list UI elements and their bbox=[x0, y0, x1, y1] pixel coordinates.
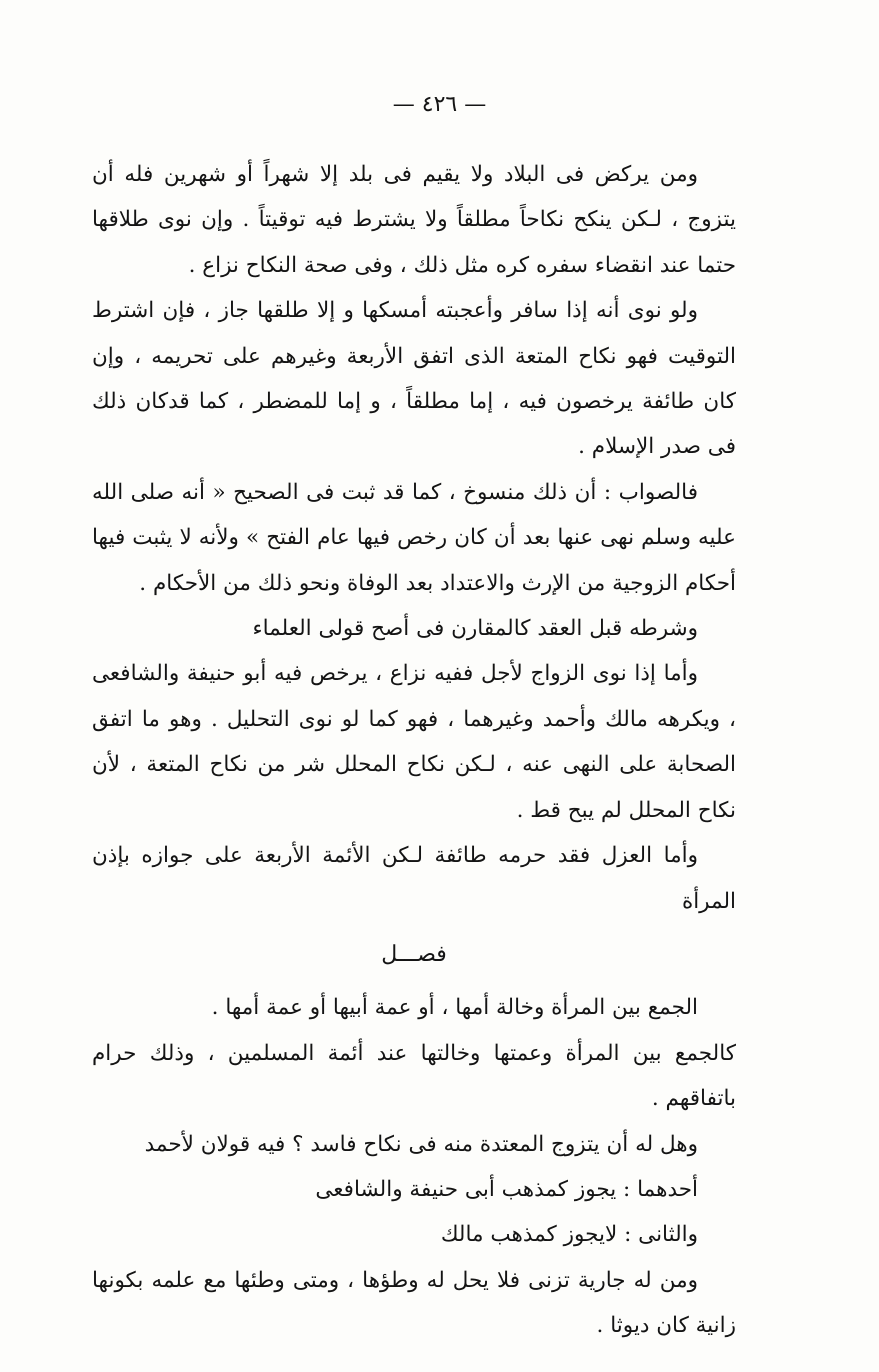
paragraph-4: وشرطه قبل العقد كالمقارن فى أصح قولى العلماء bbox=[252, 616, 698, 642]
section-heading: فصـــل bbox=[381, 941, 447, 967]
section-paragraph-3: وهل له أن يتزوج المعتدة منه فى نكاح فاسد ؟ فيه قولان لأحمد bbox=[144, 1131, 698, 1157]
page-number: — ٤٢٦ — bbox=[392, 92, 487, 117]
paragraph-5: وأما إذا نوى الزواج لأجل ففيه نزاع ، يرخص فيه أبو حنيفة والشافعى ، ويكرهه مالك وأحمد وغيرهما ، فهو كما لو نوى التحليل . وهو ما اتفق الصحابة على النهى عنه ، لـكن نكاح المحلل شر من نكاح المتعة ، لأن نكاح المحلل لم يبح قط . bbox=[92, 661, 736, 823]
section-paragraph-5: والثانى : لايجوز كمذهب مالك bbox=[440, 1222, 698, 1248]
paragraph-6: وأما العزل فقد حرمه طائفة لـكن الأئمة الأربعة على جوازه بإذن المرأة bbox=[92, 843, 736, 914]
section-paragraph-1: الجمع بين المرأة وخالة أمها ، أو عمة أبيها أو عمة أمها . bbox=[211, 995, 698, 1021]
section-paragraph-4: أحدهما : يجوز كمذهب أبى حنيفة والشافعى bbox=[315, 1176, 698, 1202]
section-paragraph-2: كالجمع بين المرأة وعمتها وخالتها عند أئمة المسلمين ، وذلك حرام باتفاقهم . bbox=[92, 1040, 736, 1112]
paragraph-3: فالصواب : أن ذلك منسوخ ، كما قد ثبت فى الصحيح « أنه صلى الله عليه وسلم نهى عنها بعد أن كان رخص فيها عام الفتح » ولأنه لا يثبت فيها أحكام الزوجية من الإرث والاعتداد بعد الوفاة ونحو ذلك من الأحكام . bbox=[92, 479, 736, 596]
page-body bbox=[92, 152, 736, 1349]
paragraph-2: ولو نوى أنه إذا سافر وأعجبته أمسكها و إلا طلقها جاز ، فإن اشترط التوقيت فهو نكاح المتعة الذى اتفق الأربعة وغيرهم على تحريمه ، وإن كان طائفة يرخصون فيه ، إما مطلقاً ، و إما للمضطر ، كما قدكان ذلك فى صدر الإسلام . bbox=[92, 298, 736, 460]
paragraph-1: ومن يركض فى البلاد ولا يقيم فى بلد إلا شهراً أو شهرين فله أن يتزوج ، لـكن ينكح نكاحاً مطلقاً ولا يشترط فيه توقيتاً . وإن نوى طلاقها حتما عند انقضاء سفره كره مثل ذلك ، وفى صحة النكاح نزاع . bbox=[92, 162, 736, 278]
section-paragraph-6: ومن له جارية تزنى فلا يحل له وطؤها ، ومتى وطئها مع علمه بكونها زانية كان ديوثا . bbox=[92, 1267, 736, 1339]
